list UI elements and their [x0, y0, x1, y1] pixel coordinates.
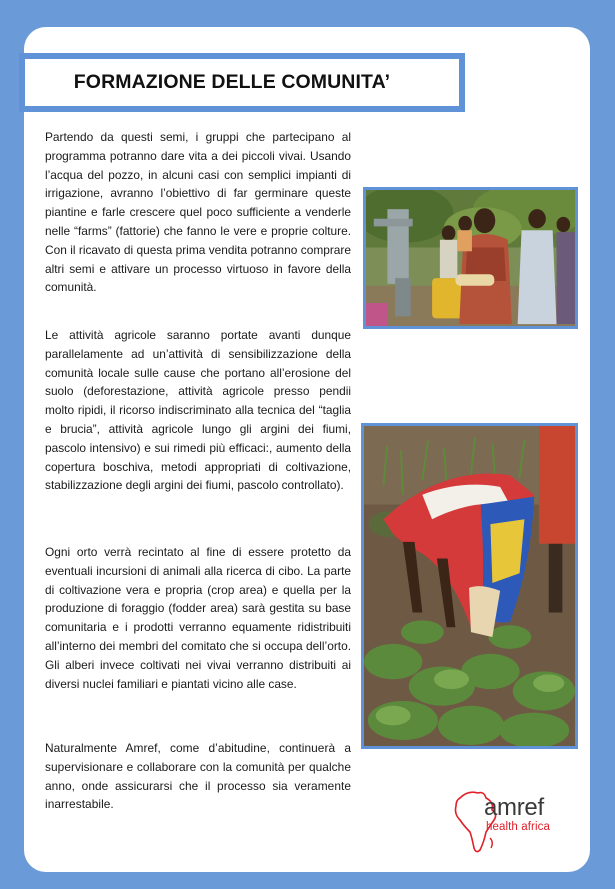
paragraph-amref: Naturalmente Amref, come d’abitudine, continuerà a supervisionare e collaborare con la comunità per qualche anno, onde assicurarsi che il processo sia veramente inarrestabile. — [45, 741, 351, 812]
page-title: FORMAZIONE DELLE COMUNITA’ — [73, 71, 391, 93]
logo-wordmark: amref — [484, 794, 544, 821]
photo-field-work — [361, 423, 578, 749]
title-box — [19, 53, 465, 112]
paragraph-seeds: Partendo da questi semi, i gruppi che partecipano al programma potranno dare vita a dei piccoli vivai. Usando l’acqua del pozzo, in alcuni casi con semplici impianti di irrigazione, avranno l’obiettivo di far germinare queste piantine e farle crescere quel poco sufficiente a venderle nelle “farms” (fattorie) che fanno le vere e proprie colture. Con il ricavato di questa prima vendita potranno comprare altri semi e attivare un processo virtuoso in favore della comunità. — [45, 130, 351, 295]
paragraph-awareness: Le attività agricole saranno portate avanti dunque parallelamente ad un’attività di sensibilizzazione della comunità locale sulle cause che portano all’erosione del suolo (deforestazione, attività agricole presso pendii molto ripidi, il ricorso indiscriminato alla tecnica del “taglia e brucia”, attività agricole lungo gli argini dei fiumi, pascolo intensivo) e sui rimedi più efficaci:, aumento della copertura boschiva, metodi appropriati di coltivazione, stabilizzazione degli argini dei fiumi, pascolo controllato). — [45, 328, 351, 493]
amref-logo — [450, 788, 560, 858]
paragraph-garden: Ogni orto verrà recintato al fine di essere protetto da eventuali incursioni di animali alla ricerca di cibo. La parte di coltivazione vera e propria (crop area) e quella per la produzione di foraggio (fodder area) sarà gestita su base comunitaria e i prodotti verranno equamente ridistribuiti all’interno dei membri del comitato che si occupa dell’orto. Gli alberi invece coltivati nei vivai verranno distribuiti ai diversi nuclei familiari e piantati vicino alle case. — [45, 545, 351, 691]
logo-tagline: health africa — [486, 821, 550, 833]
photo-water-pump — [363, 187, 578, 329]
